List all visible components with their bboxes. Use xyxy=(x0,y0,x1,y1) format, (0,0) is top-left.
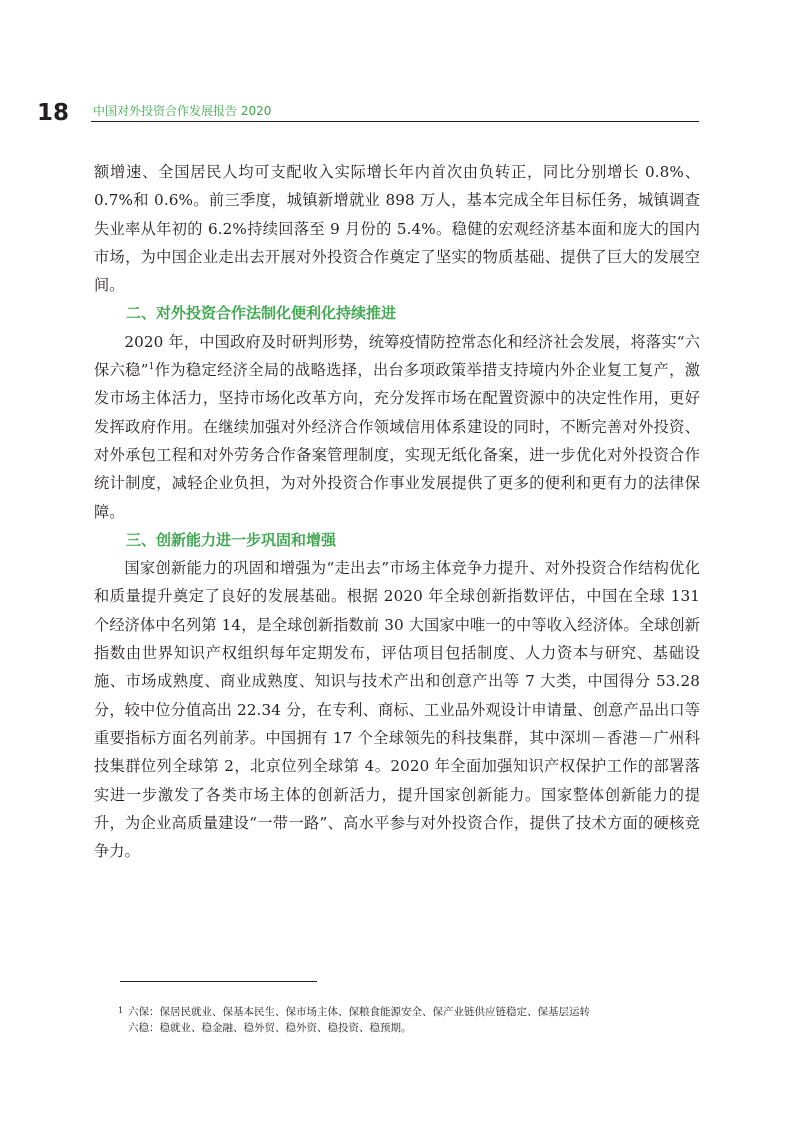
footnote-mark: 1 xyxy=(118,1006,124,1015)
running-title: 中国对外投资合作发展报告 2020 xyxy=(93,104,272,118)
footnote-text-six-guarantees: 六保：保居民就业、保基本民生、保市场主体、保粮食能源安全、保产业链供应链稳定、保基层运转 xyxy=(128,1006,590,1018)
paragraph-legal-facilitation xyxy=(94,328,700,526)
section-heading-legal-facilitation: 二、对外投资合作法制化便利化持续推进 xyxy=(126,304,397,323)
footnote-line-2 xyxy=(118,1021,698,1037)
paragraph-legal-facilitation-part2: 作为稳定经济全局的战略选择，出台多项政策举措支持境内外企业复工复产，激发市场主体活力，坚持市场化改革方向，充分发挥市场在配置资源中的决定性作用，更好发挥政府作用。在继续加强对外经济合作领域信用体系建设的同时，不断完善对外投资、对外承包工程和对外劳务合作备案管理制度，实现无纸化备案，进一步优化对外投资合作统计制度，减轻企业负担，为对外投资合作事业发展提供了更多的便利和更有力的法律保障。 xyxy=(94,361,700,521)
section-heading-innovation: 三、创新能力进一步巩固和增强 xyxy=(126,530,337,549)
paragraph-legal-facilitation-part1: 2020 年，中国政府及时研判形势，统筹疫情防控常态化和经济社会发展，将落实“六保六稳” xyxy=(94,332,700,380)
footnote xyxy=(118,1005,698,1036)
main-content xyxy=(94,158,700,865)
page-number: 18 xyxy=(37,100,70,126)
paragraph-innovation: 国家创新能力的巩固和增强为“走出去”市场主体竞争力提升、对外投资合作结构优化和质量提升奠定了良好的发展基础。根据 2020 年全球创新指数评估，中国在全球 131 个经济体中名列第 14，是全球创新指数前 30 大国家中唯一的中等收入经济体。全球创新指数由世界知识产权组织每年定期发布，评估项目包括制度、人力资本与研究、基础设施、市场成熟度、商业成熟度、知识与技术产出和创意产出等 7 大类，中国得分 53.28 分，较中位分值高出 22.34 分，在专利、商标、工业品外观设计申请量、创意产品出口等重要指标方面名列前茅。中国拥有 17 个全球领先的科技集群，其中深圳－香港－广州科技集群位列全球第 2，北京位列全球第 4。2020 年全面加强知识产权保护工作的部署落实进一步激发了各类市场主体的创新活力，提升国家创新能力。国家整体创新能力的提升，为企业高质量建设“一带一路”、高水平参与对外投资合作，提供了技术方面的硬核竞争力。 xyxy=(94,559,700,861)
footnote-rule xyxy=(120,981,317,982)
paragraph-economy: 额增速、全国居民人均可支配收入实际增长年内首次由负转正，同比分别增长 0.8%、0.7%和 0.6%。前三季度，城镇新增就业 898 万人，基本完成全年目标任务，城镇调查失业率从年初的 6.2%持续回落至 9 月份的 5.4%。稳健的宏观经济基本面和庞大的国内市场，为中国企业走出去开展对外投资合作奠定了坚实的物质基础、提供了巨大的发展空间。 xyxy=(94,163,700,295)
footnote-reference[interactable]: 1 xyxy=(148,362,155,373)
header-rule xyxy=(91,121,699,122)
footnote-line-1 xyxy=(118,1005,698,1021)
footnote-text-six-stabilities: 六稳：稳就业、稳金融、稳外贸、稳外资、稳投资、稳预期。 xyxy=(128,1021,412,1034)
